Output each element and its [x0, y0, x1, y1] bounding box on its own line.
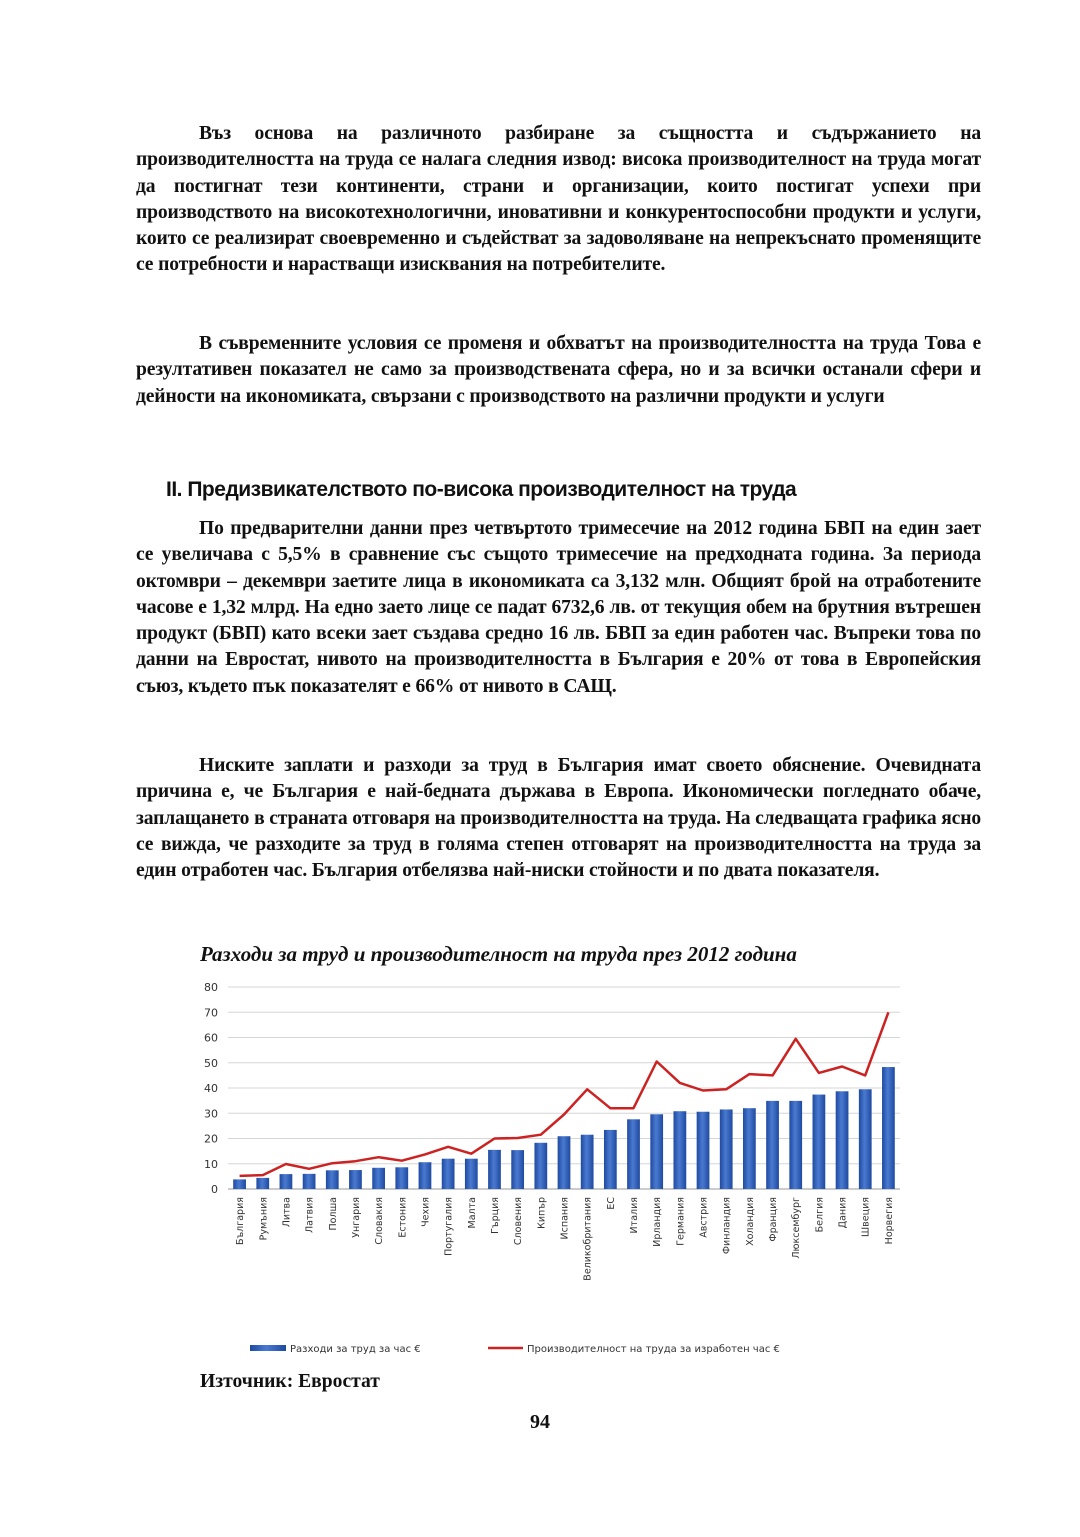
- bar-11: [465, 1159, 478, 1189]
- bar-17: [604, 1130, 617, 1189]
- chart-svg: [190, 975, 910, 1365]
- bar-16: [581, 1135, 594, 1189]
- x-tick-label: Германия: [675, 1197, 687, 1246]
- bar-8: [395, 1167, 408, 1189]
- y-tick-label: 20: [204, 1132, 218, 1146]
- legend-line-label: Производителност на труда за изработен час €: [527, 1344, 780, 1355]
- x-tick-label: Словакия: [374, 1197, 386, 1245]
- paragraph-3: По предварителни данни през четвъртото тримесечие на 2012 година БВП на един зает се увеличава с 5,5% в сравнение със същото тримесечие на предходната година. За периода октомври – декември заетите лица в икономиката са 3,132 млн. Общият брой на отработените часове е 1,32 млрд. На едно заето лице се падат 6732,6 лв. от текущия обем на брутния вътрешен продукт (БВП) като всеки зает създава средно 16 лв. БВП за един работен час. Въпреки това по данни на Евростат, нивото на производителността в България е 20% от това в Европейския съюз, където пък показателят е 66% от нивото в САЩ.: [136, 518, 981, 697]
- x-tick-label: Норвегия: [883, 1197, 895, 1245]
- y-tick-label: 40: [204, 1082, 218, 1095]
- bar-18: [627, 1119, 640, 1189]
- bar-10: [442, 1159, 455, 1189]
- x-tick-label: България: [235, 1197, 247, 1246]
- bar-21: [697, 1112, 710, 1189]
- bar-layer: [233, 1067, 895, 1189]
- x-tick-label: Италия: [629, 1197, 641, 1234]
- bar-26: [813, 1095, 826, 1189]
- bar-22: [720, 1109, 733, 1189]
- x-tick-label: Дания: [837, 1197, 849, 1229]
- x-tick-label: Полша: [327, 1197, 339, 1231]
- x-tick-label: Франция: [768, 1197, 780, 1242]
- paragraph-1: Въз основа на различното разбиране за същността и съдържанието на производителността на труда се налага следния извод: висока производителност на труда могат да постигнат тези континенти, страни и организации, които постигат успехи при производството на високотехнологични, иновативни и конкурентоспособни продукти и услуги, които се реализират своевременно и съдействат за задоволяване на непрекъснато променящите се потребности и нарастващи изисквания на потребителите.: [136, 123, 981, 276]
- paragraph-2: В съвременните условия се променя и обхватът на производителността на труда Това е резултативен показател не само за производствената сфера, но и за всички останали сфери и дейности на икономиката, свързани с производството на различни продукти и услуги: [136, 333, 981, 407]
- bar-15: [558, 1136, 571, 1189]
- x-tick-label: Холандия: [744, 1197, 756, 1246]
- section-heading: II. Предизвикателството по-висока производителност на труда: [166, 478, 797, 501]
- x-tick-label: Кипър: [536, 1197, 548, 1229]
- legend-bar-label: Разходи за труд за час €: [290, 1344, 421, 1355]
- bar-4: [303, 1174, 316, 1189]
- y-tick-label: 70: [204, 1006, 218, 1020]
- bar-9: [419, 1162, 432, 1189]
- page-number: 94: [530, 1411, 550, 1433]
- bar-24: [766, 1101, 779, 1189]
- x-tick-label: Малта: [466, 1197, 478, 1229]
- y-tick-label: 10: [204, 1157, 218, 1171]
- bar-12: [488, 1150, 501, 1189]
- bar-6: [349, 1170, 362, 1189]
- x-tick-label: Унгария: [350, 1197, 362, 1238]
- bar-14: [534, 1143, 547, 1189]
- x-tick-label: Чехия: [420, 1197, 432, 1227]
- bar-13: [511, 1150, 524, 1189]
- x-tick-label: Словения: [513, 1197, 525, 1246]
- x-tick-label: ЕС: [605, 1197, 617, 1210]
- bar-20: [673, 1111, 686, 1189]
- legend-bar-swatch: [250, 1345, 286, 1351]
- bar-3: [280, 1174, 293, 1189]
- x-tick-label: Австрия: [698, 1197, 710, 1238]
- x-tick-label: Гърция: [489, 1197, 501, 1234]
- bar-28: [859, 1089, 872, 1189]
- label-layer: [235, 1197, 895, 1281]
- bar-29: [882, 1067, 895, 1189]
- bar-19: [650, 1114, 663, 1189]
- x-tick-label: Естония: [397, 1197, 409, 1238]
- bar-27: [836, 1091, 849, 1189]
- x-tick-label: Финландия: [721, 1197, 733, 1255]
- chart-title: Разходи за труд и производителност на труда през 2012 година: [200, 942, 797, 966]
- x-tick-label: Испания: [559, 1197, 571, 1240]
- x-tick-label: Великобритания: [582, 1197, 594, 1281]
- y-tick-label: 80: [204, 981, 218, 994]
- y-tick-label: 30: [204, 1107, 218, 1121]
- y-tick-label: 60: [204, 1031, 218, 1045]
- y-tick-label: 50: [204, 1056, 218, 1070]
- bar-1: [233, 1179, 246, 1189]
- source-note: Източник: Евростат: [200, 1371, 380, 1392]
- bar-5: [326, 1170, 339, 1189]
- bar-2: [256, 1178, 269, 1189]
- legend: [250, 1344, 780, 1355]
- x-tick-label: Ирландия: [652, 1197, 664, 1247]
- paragraph-4: Ниските заплати и разходи за труд в България имат своето обяснение. Очевидната причина е, че България е най-бедната държава в Европа. Икономически погледнато обаче, заплащането в страната отговаря на производителността на труда. На следващата графика ясно се вижда, че разходите за труд в голяма степен отговарят на производителността на труда за един отработен час. България отбелязва най-ниски стойности и по двата показателя.: [136, 755, 982, 882]
- x-tick-label: Люксембург: [791, 1197, 803, 1259]
- y-tick-label: 0: [211, 1183, 218, 1196]
- bar-23: [743, 1108, 756, 1189]
- bar-25: [789, 1101, 802, 1189]
- x-tick-label: Швеция: [860, 1197, 872, 1237]
- bar-7: [372, 1168, 385, 1189]
- x-tick-label: Литва: [281, 1197, 293, 1228]
- x-tick-label: Латвия: [304, 1197, 316, 1233]
- x-tick-label: Белгия: [814, 1197, 826, 1233]
- x-tick-label: Португалия: [443, 1197, 455, 1256]
- x-tick-label: Румъния: [258, 1197, 270, 1241]
- chart: [190, 975, 910, 1365]
